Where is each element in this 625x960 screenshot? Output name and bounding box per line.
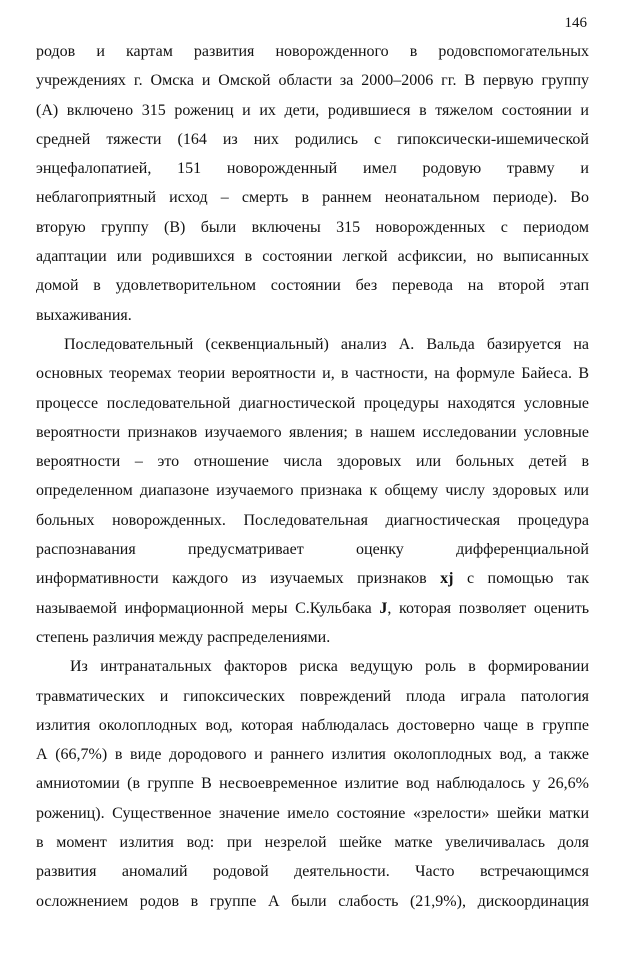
text-line: Из интранатальных факторов риска ведущую роль в формировании (70, 658, 589, 676)
text-line: родов и картам развития новорожденного в родовспомогательных (36, 43, 589, 60)
text-line: больных новорожденных. Последовательная диагностическая процедура (36, 511, 589, 529)
text-line: энцефалопатией, 151 новорожденный имел родовую травму и (36, 160, 589, 178)
text-line: (А) включено 315 рожениц и их дети, родившиеся в тяжелом состоянии и (36, 101, 589, 119)
text-segment: называемой информационной меры С.Кульбака (36, 599, 380, 617)
text-line (36, 564, 589, 593)
text-segment: с помощью так (453, 570, 589, 588)
page-number: 146 (564, 15, 587, 31)
text-line: адаптации или родившихся в состоянии легкой асфиксии, но выписанных (36, 248, 589, 266)
text-line: травматических и гипоксических повреждений плода играла патология (36, 687, 589, 705)
text-line: основных теоремах теории вероятности и, в частности, на формуле Байеса. В (36, 365, 589, 383)
variable-j: J (379, 599, 388, 617)
text-line: средней тяжести (164 из них родились с гипоксически-ишемической (36, 130, 589, 148)
text-line: вероятности признаков изучаемого явления; в нашем исследовании условные (36, 423, 589, 441)
text-line: в момент излития вод: при незрелой шейке матке увеличивалась доля (36, 834, 589, 852)
text-line: развития аномалий родовой деятельности. Часто встречающимся (36, 863, 589, 881)
text-line: осложнением родов в группе А были слабость (21,9%), дискоординация (36, 892, 589, 910)
text-line: вторую группу (В) были включены 315 новорожденных с периодом (36, 218, 589, 236)
text-line: неблагоприятный исход – смерть в раннем неонатальном периоде). Во (36, 189, 589, 207)
text-line: А (66,7%) в виде дородового и раннего излития околоплодных вод, а также (36, 746, 589, 764)
variable-xj: xj (440, 570, 454, 588)
text-segment: информативности каждого из изучаемых признаков (36, 570, 441, 588)
text-line: амниотомии (в группе В несвоевременное излитие вод наблюдалось у 26,6% (36, 775, 589, 793)
body-text (36, 37, 589, 916)
text-line: учреждениях г. Омска и Омской области за 2000–2006 гг. В первую группу (36, 72, 589, 90)
text-line: степень различия между распределениями. (36, 628, 331, 646)
text-segment: , которая позволяет оценить (387, 599, 589, 617)
text-line: вероятности – это отношение числа здоровых или больных детей в (36, 453, 589, 471)
text-line: распознавания предусматривает оценку дифференциальной (36, 541, 589, 559)
text-line: излития околоплодных вод, которая наблюдалась достоверно чаще в группе (36, 716, 589, 734)
text-line: выхаживания. (36, 306, 132, 324)
text-line: определенном диапазоне изучаемого признака к общему числу здоровых или (36, 482, 589, 500)
text-line: Последовательный (секвенциальный) анализ А. Вальда базируется на (64, 335, 589, 353)
text-line: рожениц). Существенное значение имело состояние «зрелости» шейки матки (36, 804, 589, 822)
text-line: процессе последовательной диагностической процедуры находятся условные (36, 394, 589, 412)
text-line: домой в удовлетворительном состоянии без перевода на второй этап (36, 277, 589, 295)
text-line (36, 594, 589, 623)
